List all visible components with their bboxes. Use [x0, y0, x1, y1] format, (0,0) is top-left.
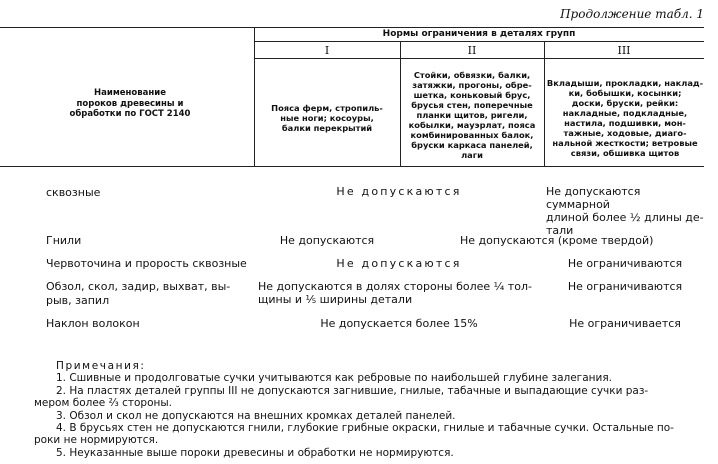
row-3-name: Червоточина и прорость сквозные [46, 257, 247, 270]
group-3-line: доски, бруски, рейки: [571, 98, 679, 108]
group-number-2: II [467, 44, 477, 57]
group-2-line: комбинированных балок, [410, 130, 534, 140]
group-2-line: планки щитов, ригели, [416, 110, 528, 120]
group-3-line: нальной жесткости; ветровые [552, 138, 698, 148]
group-2-line: затяжки, прогоны, обре- [412, 80, 532, 90]
group-2-line: Стойки, обвязки, балки, [413, 70, 531, 80]
group-2-parts [402, 70, 542, 160]
group-number-1: I [324, 44, 330, 57]
group-1-line: Пояса ферм, стропиль- [271, 103, 383, 113]
row-1-group-3-line: длиной более ½ длины де- [546, 211, 704, 224]
note-1: 1. Сшивные и продолговатые сучки учитываются как ребровые по наибольшей глубине залегания. [56, 372, 612, 385]
header-defects-column [60, 88, 200, 120]
row-4-name-line: Обзол, скол, задир, выхват, вы- [46, 280, 231, 293]
note-3: 3. Обзол и скол не допускаются на внешних кромках деталей панелей. [56, 409, 456, 422]
row-3-groups-1-2: Не допускаются [336, 257, 462, 270]
note-5: 5. Неуказанные выше пороки древесины и обработки не нормируются. [56, 446, 454, 459]
group-3-line: тажные, ходовые, диаго- [563, 128, 687, 138]
group-numbers-divider [254, 58, 704, 59]
note-2: 2. На пластях деталей группы III не допускаются загнившие, гнилые, табачные и выпадающие сучки раз- [56, 384, 649, 397]
group-3-parts [546, 78, 704, 158]
continuation-label: Продолжение табл. 1 [560, 7, 704, 21]
row-2-name: Гнили [46, 234, 82, 247]
row-4-name [46, 280, 230, 308]
column-divider-3 [544, 41, 545, 166]
table-header-bottom-border [0, 166, 704, 167]
groups-title: Нормы ограничения в деталях групп [382, 29, 576, 39]
row-4-group-3: Не ограничиваются [567, 280, 683, 293]
group-3-line: настила, подшивки, мон- [564, 118, 686, 128]
row-4-groups-1-2-line: Не допускаются в долях стороны более ¼ тол- [258, 280, 532, 293]
row-2-group-1: Не допускаются [279, 234, 375, 247]
note-2-cont: мером более ⅔ стороны. [34, 397, 173, 410]
group-2-line: шетка, коньковый брус, [413, 90, 531, 100]
row-1-group-3-line: тали [546, 224, 574, 237]
group-2-line: брусья стен, поперечные [411, 100, 533, 110]
row-1-groups-1-2: Не допускаются [336, 185, 462, 198]
note-4-cont: роки не нормируются. [34, 434, 159, 447]
group-3-line: Вкладыши, прокладки, наклад- [546, 78, 704, 88]
row-5-group-3: Не ограничивается [569, 317, 681, 330]
group-1-parts [256, 103, 398, 133]
row-3-group-3: Не ограничиваются [567, 257, 683, 270]
row-1-group-3-line: Не допускаются суммарной [546, 185, 641, 211]
group-number-3: III [617, 44, 631, 57]
header-line: обработки по ГОСТ 2140 [69, 109, 191, 119]
row-4-name-line: рыв, запил [46, 294, 110, 307]
row-4-groups-1-2-line: щины и ⅕ ширины детали [258, 293, 413, 306]
group-3-line: ки, бобышки, косынки; [568, 88, 682, 98]
note-4: 4. В брусьях стен не допускаются гнили, глубокие грибные окраски, гнилые и табачные сучки. Остальные по- [56, 422, 674, 435]
notes-title: Примечания: [56, 360, 146, 372]
notes-block [34, 360, 706, 459]
row-5-name: Наклон волокон [46, 317, 140, 330]
groups-title-divider [254, 41, 704, 42]
group-2-line: кобылки, мауэрлат, пояса [408, 120, 536, 130]
row-2-groups-2-3: Не допускаются (кроме твердой) [460, 234, 654, 247]
header-line: Наименование [94, 88, 166, 98]
group-2-line: лаги [461, 150, 483, 160]
column-divider-2 [400, 41, 401, 166]
row-5-groups-1-2: Не допускается более 15% [320, 317, 478, 330]
group-1-line: балки перекрытий [281, 123, 373, 133]
table-top-border [0, 27, 704, 28]
row-1-name: сквозные [46, 186, 101, 199]
group-2-line: бруски каркаса панелей, [411, 140, 533, 150]
group-3-line: накладные, подкладные, [562, 108, 688, 118]
row-1-group-3 [546, 185, 704, 237]
group-3-line: связи, обшивка щитов [570, 148, 680, 158]
row-4-groups-1-2 [258, 280, 548, 306]
header-line: пороков древесины и [76, 98, 184, 109]
group-1-line: ные ноги; косоуры, [280, 113, 374, 123]
